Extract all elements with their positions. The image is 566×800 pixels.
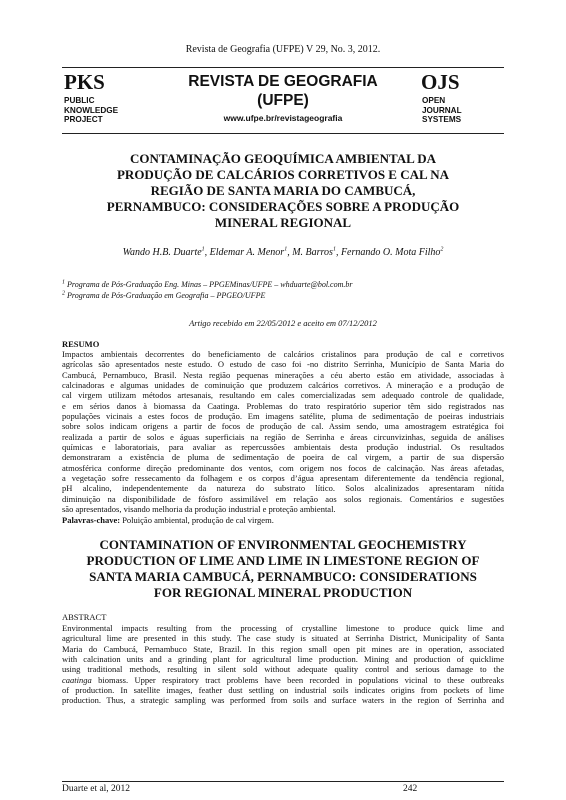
- received-date: Artigo recebido em 22/05/2012 e aceito em 07/12/2012: [189, 318, 377, 328]
- resumo-body: Impactos ambientais decorrentes do beneficiamento de calcários cristalinos para produção de cal e corretivos agrícolas são apresentados neste estudo. O estudo de caso foi -no distrito Serrinha, Município de Santa Maria do Cambucá, Pernambuco, Brasil. Nesta região pequenas minerações a céu aberto estão em atividade, associadas à calcinadoras e algumas unidades de cominuição que produzem calcários corretivos. A mineração e a produção de cal virgem utilizam métodos artesanais, resultando em cales comercializadas sem adequado controle de qualidade, e em sérios danos à biomassa da Caatinga. Problemas do trato respiratório superior têm sido registrados nas populações vicinais a estes focos de produção. Em imagens satélite, pluma de sedimentação de poeiras industriais sobre solos indicam origens a partir de focos de produção de cal. Assim sendo, uma amostragem estratégica foi realizada a partir de solos e águas superficiais na região de Serrinha e áreas circunvizinhas, seguida de análises químicas e laboratoriais, para avaliar as repercussões ambientais desta produção industrial. Os resultados demonstraram a existência de pluma de sedimentação de poeira de cal virgem, a partir de sua dispersão atmosférica conforme direção predominante dos ventos, com origem nos focos de calcinação. Nas áreas afetadas, a vegetação sofre ressecamento da folhagem e os corpos d’água apresentam diferentemente da tendência regional, pH alcalino, independentemente da natureza do substrato lítico. Solos alcalinizados apresentaram nítida diminuição na disponibilidade de fósforo assimilável em relação aos solos regionais. Comentários e sugestões são apresentados, visando melhoria da produção industrial e proteção ambiental.: [62, 349, 504, 515]
- article-title-pt: CONTAMINAÇÃO GEOQUÍMICA AMBIENTAL DA PRODUÇÃO DE CALCÁRIOS CORRETIVOS E CAL NA REGIÃO DE SANTA MARIA DO CAMBUCÁ, PERNAMBUCO: CONSIDERAÇÕES SOBRE A PRODUÇÃO MINERAL REGIONAL: [106, 151, 460, 230]
- abstract-caatinga-line: caatinga biomass. Upper respiratory tract problems have been recorded in populations vicinal to these outbreaks: [62, 674, 504, 685]
- footer-rule: [62, 781, 504, 782]
- author-name: Wando H.B. Duarte: [122, 247, 202, 258]
- abstract-heading: ABSTRACT: [62, 612, 107, 622]
- ojs-logo: OJS: [421, 70, 460, 94]
- journal-title: REVISTA DE GEOGRAFIA: [188, 73, 378, 90]
- article-title-en: CONTAMINATION OF ENVIRONMENTAL GEOCHEMISTRY PRODUCTION OF LIME AND LIME IN LIMESTONE REGION OF SANTA MARIA CAMBUCÁ, PERNAMBUCO: CONSIDERATIONS FOR REGIONAL MINERAL PRODUCTION: [86, 537, 480, 600]
- journal-masthead: [150, 72, 416, 123]
- caatinga-term: caatinga: [62, 674, 92, 685]
- author-list: Wando H.B. Duarte$^1$, Eldemar A. Menor$^1$, M. Barros$^1$, Fernando O. Mota Filho$^2$: [122, 246, 444, 258]
- abstract-body: Environmental impacts resulting from the processing of crystalline limestone to produce quick lime and agricultural lime are presented in this study. The case study is situated at Serrinha District, Municipality of Santa Maria do Cambucá, Pernambuco State, Brazil. In this region small open pit mines are in operation, associated with calcination units and a grinding plant for agricultural lime production. Mining and production of quicklime using traditional methods, resulting in silent sold without adequate quality control and serious damage to the caatinga biomass. Upper respiratory tract problems have been recorded in populations vicinal to these outbreaks of production. In satellite images, feather dust settling on industrial soils indicates origins from pockets of lime production. Thus, a strategic sampling was performed from soils and surface waters in the region of Serrinha and: [62, 623, 504, 706]
- running-header: Revista de Geografia (UFPE) V 29, No. 3, 2012.: [185, 44, 381, 55]
- journal-url[interactable]: www.ufpe.br/revistageografia: [223, 113, 343, 123]
- page-number: 242: [403, 784, 418, 794]
- masthead-top-rule: [62, 67, 504, 68]
- author-name: M. Barros: [292, 247, 333, 258]
- ojs-caption: OPEN JOURNAL SYSTEMS: [422, 96, 462, 124]
- pks-logo: PKS: [64, 70, 105, 94]
- affiliation-2: $^2$ Programa de Pós-Graduação em Geografia – PPGEO/UFPE: [62, 290, 266, 300]
- author-name: Fernando O. Mota Filho: [340, 247, 441, 258]
- footer-citation: Duarte et al, 2012: [62, 784, 131, 794]
- masthead-bottom-rule: [62, 133, 504, 134]
- journal-subtitle: (UFPE): [257, 92, 309, 109]
- author-name: Eldemar A. Menor: [209, 247, 285, 258]
- keywords-line: Palavras-chave: Poluição ambiental, produção de cal virgem.: [62, 515, 274, 525]
- affiliation-1: $^1$ Programa de Pós-Graduação Eng. Minas – PPGEMinas/UFPE – whduarte@bol.com.br: [62, 279, 353, 289]
- pks-caption: PUBLIC KNOWLEDGE PROJECT: [64, 96, 119, 124]
- resumo-heading: RESUMO: [62, 339, 100, 349]
